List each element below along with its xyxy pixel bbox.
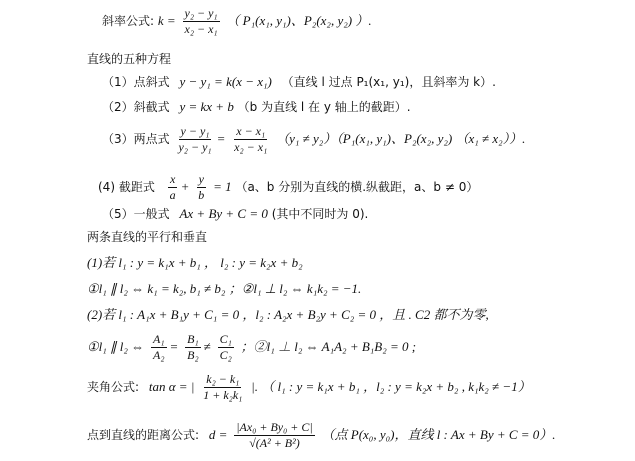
- parallel-line-3: (2)若 l₁ : A₁x + B₁y + C₁ = 0 ，l₂ : A₂x + B₂y + C₂ = 0 ，且 . C2 都不为零,: [87, 307, 489, 322]
- frac-den: x₂ − x₁: [234, 140, 268, 154]
- frac-den: a: [169, 188, 176, 202]
- angle-label: 夹角公式:: [87, 380, 140, 394]
- frac-den: C₂: [219, 348, 232, 362]
- form-point-slope: [102, 74, 496, 90]
- form-general: [102, 206, 368, 222]
- ratio-b: [185, 332, 201, 363]
- distance-pre: d =: [208, 427, 228, 442]
- frac-num: x − x₁: [236, 124, 266, 138]
- frac-den: y₂ − y₁: [178, 140, 212, 154]
- line4-post: ；②l₁ ⊥ l₂ ⇔ A₁A₂ + B₁B₂ = 0 ;: [240, 339, 417, 354]
- parallel-line-4: ①l₁ ∥ l₂ ⇔ $\frac{\text{A₁}}{\text{A₂}}$ = $\frac{\text{B₁}}{\text{B₂}}$ ≠ $\frac{\text{C₁}}{\text{C₂}}$ ；②l₁ ⊥ l₂ ⇔ A₁A₂ + B₁B₂ = 0 ;: [87, 332, 417, 362]
- form-note: （a、b 分别为直线的横.纵截距，a、b ≠ 0）: [235, 180, 479, 194]
- form-label: （2）斜截式: [102, 100, 170, 114]
- form-note: （b 为直线 l 在 y 轴上的截距）.: [237, 100, 411, 114]
- intercept-tail: = 1: [213, 179, 232, 194]
- two-point-fraction-y: [176, 124, 213, 155]
- frac-num: y − y₁: [180, 124, 210, 138]
- form-label: （5）一般式: [102, 207, 170, 221]
- form-formula: Ax + By + C = 0: [179, 206, 268, 221]
- angle-post: |. （ l₁ : y = k₁x + b₁ ，l₂ : y = k₂x + b₂ , k₁k₂ ≠ −1）: [251, 379, 531, 394]
- form-slope-intercept: [102, 99, 411, 115]
- frac-den: A₂: [153, 348, 165, 362]
- slope-denominator: x₂ − x₁: [184, 22, 218, 36]
- frac-num: B₁: [187, 332, 199, 346]
- form-note: （y₁ ≠ y₂）（P₁(x₁, y₁)、P₂(x₂, y₂) （x₁ ≠ x₂））.: [276, 131, 526, 146]
- line4-pre: ①l₁ ∥ l₂ ⇔: [87, 339, 145, 354]
- form-note: (其中不同时为 0).: [271, 207, 369, 221]
- frac-den: √(A² + B²): [249, 436, 300, 450]
- frac-den: b: [198, 188, 205, 202]
- slope-formula-line: [102, 6, 372, 37]
- heading-parallel-perpendicular: 两条直线的平行和垂直: [87, 230, 208, 244]
- heading-five-forms: 直线的五种方程: [87, 52, 172, 66]
- frac-num: A₁: [153, 332, 165, 346]
- frac-num: k₂ − k₁: [206, 372, 240, 386]
- frac-num: C₁: [219, 332, 232, 346]
- form-note: （直线 l 过点 P₁(x₁, y₁)，且斜率为 k）.: [281, 75, 496, 89]
- slope-k-eq: k =: [157, 13, 176, 28]
- intercept-fraction-y: [196, 172, 206, 203]
- ratio-a: [151, 332, 167, 363]
- parallel-line-2: ①l₁ ∥ l₂ ⇔ k₁ = k₂, b₁ ≠ b₂ ；②l₁ ⊥ l₂ ⇔ k₁k₂ = −1.: [87, 281, 362, 296]
- distance-formula-line: [87, 420, 556, 451]
- angle-pre: tan α = |: [148, 379, 195, 394]
- form-label: （3）两点式: [102, 132, 170, 146]
- intercept-fraction-x: [168, 172, 178, 203]
- slope-numerator: y₂ − y₁: [184, 6, 218, 20]
- slope-label: 斜率公式:: [102, 14, 155, 28]
- slope-note: （ P₁(x₁, y₁)、P₂(x₂, y₂) ）.: [226, 13, 372, 28]
- distance-post: （点 P(x₀, y₀)，直线 l : Ax + By + C = 0）.: [321, 427, 556, 442]
- slope-fraction: [183, 6, 220, 37]
- distance-label: 点到直线的距离公式:: [87, 428, 200, 442]
- form-label: (4) 截距式: [98, 180, 155, 194]
- angle-fraction: [201, 372, 244, 403]
- parallel-line-1: (1)若 l₁ : y = k₁x + b₁ ， l₂ : y = k₂x + b₂: [87, 255, 303, 270]
- frac-num: x: [169, 172, 176, 186]
- distance-fraction: [234, 420, 314, 451]
- frac-den: 1 + k₂k₁: [203, 388, 243, 402]
- ratio-c: [218, 332, 234, 363]
- frac-num: y: [198, 172, 204, 186]
- form-label: （1）点斜式: [102, 75, 170, 89]
- form-formula: y − y₁ = k(x − x₁): [179, 74, 272, 89]
- form-intercept: (4) 截距式 $\frac{x}{a}$ + $\frac{y}{b}$ = 1 （a、b 分别为直线的横.纵截距，a、b ≠ 0）: [98, 172, 479, 202]
- two-point-fraction-x: [232, 124, 269, 155]
- frac-num: |Ax₀ + By₀ + C|: [236, 420, 313, 434]
- form-formula: y = kx + b: [179, 99, 234, 114]
- form-two-point: （3）两点式 $\frac{\text{y − y₁}}{\text{y₂ − y₁}}$ = $\frac{\text{x − x₁}}{\text{x₂ − x₁}}$ （y₁ ≠ y₂）（P₁(x₁, y₁)、P₂(x₂, y₂) （x₁ ≠ x₂））.: [102, 124, 526, 154]
- frac-den: B₂: [187, 348, 199, 362]
- angle-formula-line: [87, 372, 531, 403]
